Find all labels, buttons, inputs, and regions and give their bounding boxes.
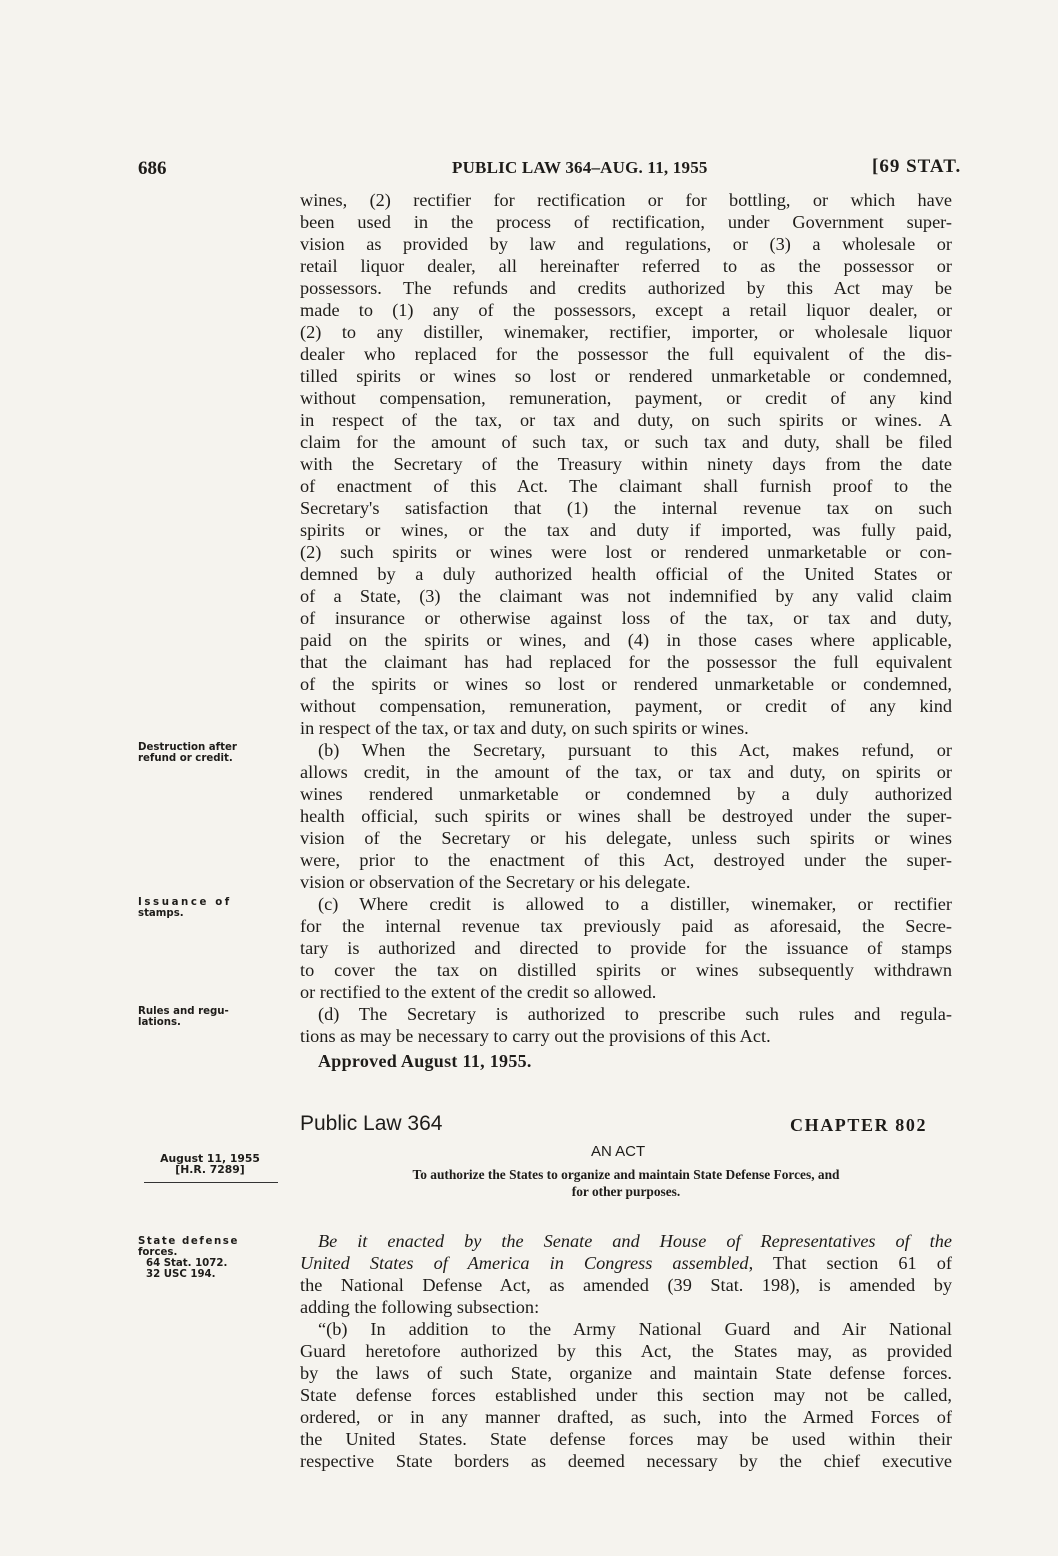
body-line: that the claimant has had replaced for the possessor the full equivalent	[300, 652, 952, 672]
body-line: (2) to any distiller, winemaker, rectifier, importer, or wholesale liquor	[300, 322, 952, 342]
margin-note-issuance	[138, 897, 288, 919]
page-number: 686	[138, 158, 167, 179]
chapter-number: CHAPTER 802	[790, 1115, 928, 1135]
body-line: with the Secretary of the Treasury within ninety days from the date	[300, 454, 952, 474]
body-line: wines rendered unmarketable or condemned by a duly authorized	[300, 784, 952, 804]
public-law-number: Public Law 364	[300, 1112, 443, 1135]
body-line: State defense forces established under this section may not be called,	[300, 1385, 952, 1405]
margin-note-line: stamps.	[138, 908, 184, 919]
body-line: in respect of the tax, or tax and duty, on such spirits or wines.	[300, 718, 749, 738]
margin-note-destruction	[138, 742, 288, 764]
margin-note-line: 32 USC 194.	[146, 1269, 216, 1280]
body-line: by the laws of such State, organize and maintain State defense forces.	[300, 1363, 952, 1383]
enacting-phrase-tail: , That section 61 of	[748, 1253, 952, 1273]
margin-note-line: Destruction after	[138, 742, 237, 753]
body-line: wines, (2) rectifier for rectification or for bottling, or which have	[300, 190, 952, 210]
body-line: the National Defense Act, as amended (39 Stat. 198), is amended by	[300, 1275, 952, 1295]
body-line: been used in the process of rectification, under Government super-	[300, 212, 952, 232]
body-line: health official, such spirits or wines shall be destroyed under the super-	[300, 806, 952, 826]
body-line: “(b) In addition to the Army National Guard and Air National	[318, 1319, 952, 1339]
body-line: of insurance or otherwise against loss of the tax, or tax and duty,	[300, 608, 952, 628]
running-title: PUBLIC LAW 364–AUG. 11, 1955	[452, 158, 708, 177]
body-line: adding the following subsection:	[300, 1297, 540, 1317]
body-line: allows credit, in the amount of the tax, or tax and duty, on spirits or	[300, 762, 952, 782]
date-line: August 11, 1955	[160, 1152, 260, 1165]
body-line: Be it enacted by the Senate and House of Representatives of the	[318, 1231, 952, 1251]
purpose-line: To authorize the States to organize and maintain State Defense Forces, and	[412, 1167, 840, 1182]
body-line: respective State borders as deemed necessary by the chief executive	[300, 1451, 952, 1471]
margin-note-line: 64 Stat. 1072.	[146, 1258, 228, 1269]
bill-number: [H.R. 7289]	[175, 1163, 245, 1176]
body-line: Guard heretofore authorized by this Act, the States may, as provided	[300, 1341, 952, 1361]
margin-note-line: State defense	[138, 1236, 239, 1247]
margin-note-line: lations.	[138, 1017, 181, 1028]
body-line: dealer who replaced for the possessor the full equivalent of the dis-	[300, 344, 952, 364]
body-line: spirits or wines, or the tax and duty if imported, was fully paid,	[300, 520, 952, 540]
body-line: or rectified to the extent of the credit so allowed.	[300, 982, 657, 1002]
date-rule	[144, 1182, 278, 1183]
margin-note-line: Rules and regu-	[138, 1006, 229, 1017]
body-line: (c) Where credit is allowed to a distiller, winemaker, or rectifier	[318, 894, 952, 914]
body-line: possessors. The refunds and credits authorized by this Act may be	[300, 278, 952, 298]
body-line: tary is authorized and directed to provide for the issuance of stamps	[300, 938, 952, 958]
body-line: were, prior to the enactment of this Act, destroyed under the super-	[300, 850, 952, 870]
margin-note-line: refund or credit.	[138, 753, 233, 764]
body-line: claim for the amount of such tax, or such tax and duty, shall be filed	[300, 432, 952, 452]
act-purpose	[300, 1166, 952, 1200]
purpose-line: for other purposes.	[571, 1184, 681, 1199]
act-heading: AN ACT	[591, 1143, 646, 1160]
body-line: (b) When the Secretary, pursuant to this Act, makes refund, or	[318, 740, 952, 760]
enactment-date	[150, 1153, 270, 1175]
margin-note-line: Issuance of	[138, 897, 232, 908]
body-line: to cover the tax on distilled spirits or wines subsequently withdrawn	[300, 960, 952, 980]
volume-reference: [69 STAT.	[872, 156, 962, 177]
body-line: of the spirits or wines so lost or rendered unmarketable or condemned,	[300, 674, 952, 694]
body-line	[300, 1252, 952, 1274]
body-line: tilled spirits or wines so lost or rendered unmarketable or condemned,	[300, 366, 952, 386]
body-line: of a State, (3) the claimant was not indemnified by any valid claim	[300, 586, 952, 606]
body-line: in respect of the tax, or tax and duty, on such spirits or wines. A	[300, 410, 952, 430]
body-line: vision as provided by law and regulations, or (3) a wholesale or	[300, 234, 952, 254]
body-line: without compensation, remuneration, payment, or credit of any kind	[300, 388, 952, 408]
body-line: tions as may be necessary to carry out the provisions of this Act.	[300, 1026, 771, 1046]
body-line: for the internal revenue tax previously paid as aforesaid, the Secre-	[300, 916, 952, 936]
body-line: paid on the spirits or wines, and (4) in those cases where applicable,	[300, 630, 952, 650]
body-line: made to (1) any of the possessors, except a retail liquor dealer, or	[300, 300, 952, 320]
body-line: ordered, or in any manner drafted, as such, into the Armed Forces of	[300, 1407, 952, 1427]
body-line: without compensation, remuneration, payment, or credit of any kind	[300, 696, 952, 716]
margin-note-rules	[138, 1006, 288, 1028]
body-line: demned by a duly authorized health official of the United States or	[300, 564, 952, 584]
body-line: retail liquor dealer, all hereinafter referred to as the possessor or	[300, 256, 952, 276]
body-line: the United States. State defense forces may be used within their	[300, 1429, 952, 1449]
approval-line: Approved August 11, 1955.	[318, 1051, 532, 1071]
body-line: vision or observation of the Secretary or his delegate.	[300, 872, 691, 892]
margin-note-line: forces.	[138, 1247, 178, 1258]
margin-note-state-defense	[138, 1236, 288, 1280]
body-line: (d) The Secretary is authorized to prescribe such rules and regula-	[318, 1004, 952, 1024]
enacting-phrase: United States of America in Congress assembled	[300, 1253, 749, 1273]
body-line: vision of the Secretary or his delegate, unless such spirits or wines	[300, 828, 952, 848]
body-line: of enactment of this Act. The claimant shall furnish proof to the	[300, 476, 952, 496]
body-line: Secretary's satisfaction that (1) the internal revenue tax on such	[300, 498, 952, 518]
body-line: (2) such spirits or wines were lost or rendered unmarketable or con-	[300, 542, 952, 562]
